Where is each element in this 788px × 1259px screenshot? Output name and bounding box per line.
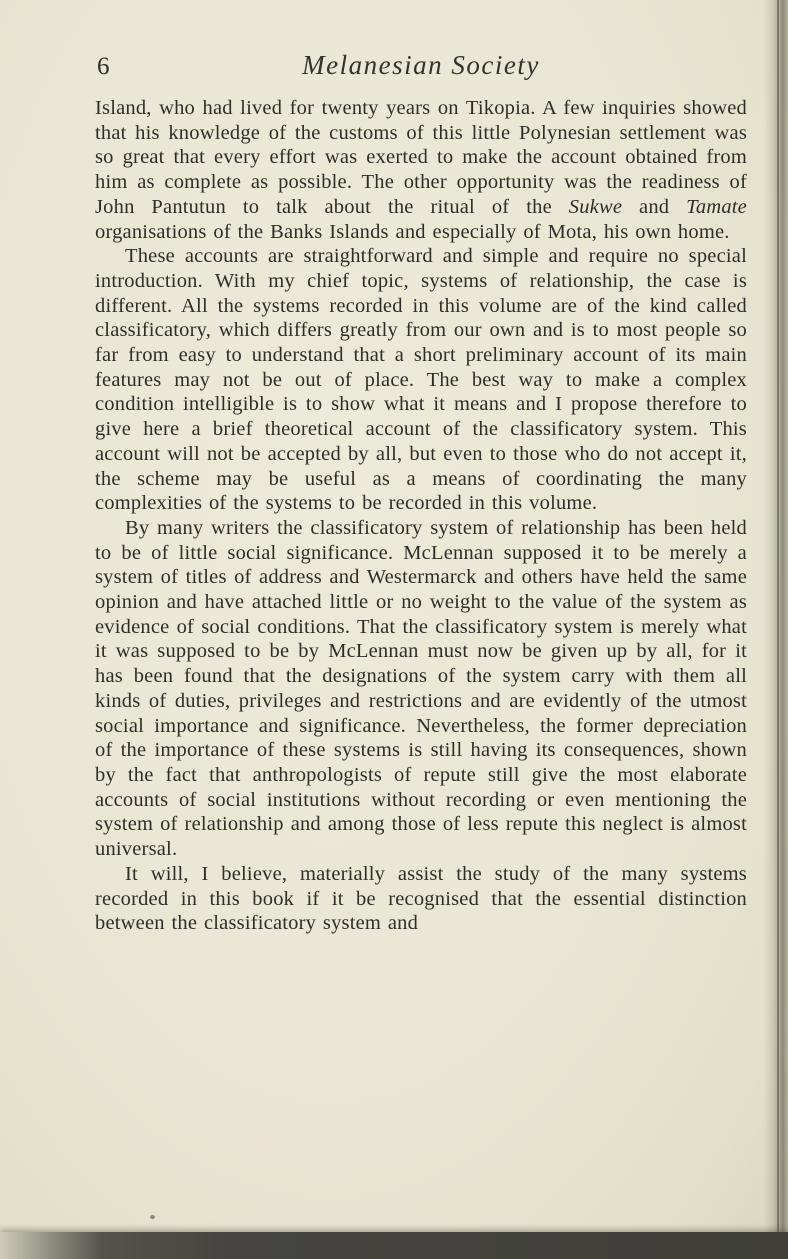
body-text bbox=[95, 96, 747, 936]
text-run: Island, who had lived for twenty years on Tikopia. A few inquiries showed that his knowledge of the customs of this little Polynesian settlement was so great that every effort was exerted to make the account obtained from him as complete as possible. The other opportunity was the readiness of John Pantutun to talk about the ritual of the bbox=[95, 97, 747, 218]
text-run: and bbox=[622, 195, 687, 218]
paragraph bbox=[95, 244, 747, 516]
page-edge-shadow bbox=[764, 0, 788, 1259]
text-run: These accounts are straightforward and simple and require no special introduction. With my chief topic, systems of relationship, the case is different. All the systems recorded in this volume are of the kind called classificatory, which differs greatly from our own and is to most people so far from easy to understand that a short preliminary account of its main features may not be out of place. The best way to make a complex condition intelligible is to show what it means and I propose therefore to give here a brief theoretical account of the classificatory system. This account will not be accepted by all, but even to those who do not accept it, the scheme may be useful as a means of coordinating the many complexities of the systems to be recorded in this volume. bbox=[95, 245, 747, 515]
page-number: 6 bbox=[97, 53, 111, 80]
scan-bottom-edge bbox=[0, 1232, 788, 1259]
page-header bbox=[95, 50, 747, 86]
text-run: By many writers the classificatory system of relationship has been held to be of little social significance. McLennan supposed it to be merely a system of titles of address and Westermarck and others have held the same opinion and have attached little or no weight to the value of the system as evidence of social conditions. That the classificatory system is merely what it was supposed to be by McLennan must now be given up by all, for it has been found that the designations of the system carry with them all kinds of duties, privileges and restrictions and are evidently of the utmost social importance and significance. Nevertheless, the former depreciation of the importance of these systems is still having its consequences, shown by the fact that anthropologists of repute still give the most elaborate accounts of social institutions without recording or even mentioning the system of relationship and among those of less repute this neglect is almost universal. bbox=[95, 516, 747, 861]
paragraph bbox=[95, 516, 747, 862]
scan-artifact-dot bbox=[150, 1215, 155, 1219]
text-run: It will, I believe, materially assist the study of the many systems recorded in this book if it be recognised that the essential distinction between the classificatory system and bbox=[95, 862, 747, 935]
paragraph bbox=[95, 96, 747, 244]
text-run: organisations of the Banks Islands and especially of Mota, his own home. bbox=[95, 220, 730, 243]
italic-term: Sukwe bbox=[568, 195, 623, 218]
running-title: Melanesian Society bbox=[302, 50, 540, 80]
paragraph bbox=[95, 862, 747, 936]
italic-term: Tamate bbox=[686, 195, 747, 218]
